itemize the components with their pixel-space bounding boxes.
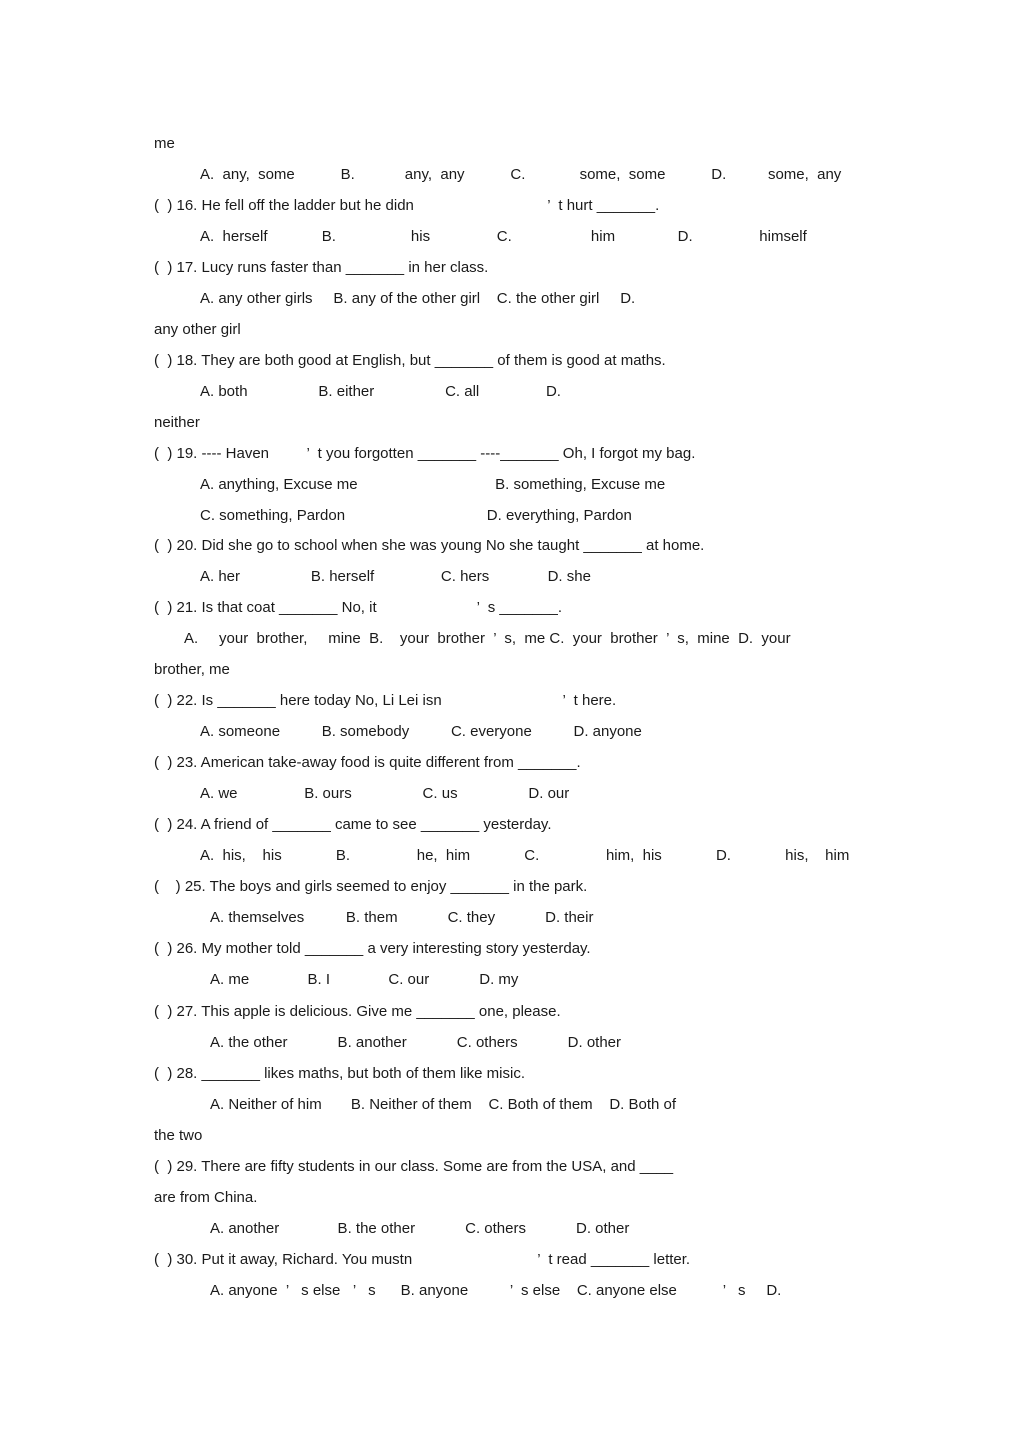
option-line: A. her B. herself C. hers D. she [200, 568, 591, 585]
question-23: ( ) 23. American take-away food is quite different from _______. [154, 754, 581, 771]
question-30: ( ) 30. Put it away, Richard. You mustn ’ t read _______ letter. [154, 1251, 691, 1268]
question-24: ( ) 24. A friend of _______ came to see _______ yesterday. [154, 816, 552, 833]
text-line: are from China. [154, 1189, 258, 1206]
question-27: ( ) 27. This apple is delicious. Give me _______ one, please. [154, 1003, 561, 1020]
option-line: A. anyone ’ s else ’ s B. anyone ’ s else C. anyone else ’ s D. [210, 1282, 782, 1299]
option-line: A. herself B. his C. him D. himself [200, 228, 807, 245]
text-line: brother, me [154, 661, 230, 678]
question-18: ( ) 18. They are both good at English, but _______ of them is good at maths. [154, 352, 666, 369]
text-line: me [154, 135, 175, 152]
question-19: ( ) 19. ---- Haven ’ t you forgotten _______ ----_______ Oh, I forgot my bag. [154, 445, 696, 462]
option-line: A. any other girls B. any of the other girl C. the other girl D. [200, 290, 636, 307]
question-21: ( ) 21. Is that coat _______ No, it ’ s _______. [154, 599, 562, 616]
text-line: the two [154, 1127, 203, 1144]
question-22: ( ) 22. Is _______ here today No, Li Lei isn ’ t here. [154, 692, 617, 709]
option-line: A. any, some B. any, any C. some, some D. some, any [200, 166, 842, 183]
option-line: A. themselves B. them C. they D. their [210, 909, 594, 926]
text-line: any other girl [154, 321, 241, 338]
option-line: A. me B. I C. our D. my [210, 971, 519, 988]
question-26: ( ) 26. My mother told _______ a very interesting story yesterday. [154, 940, 591, 957]
question-16: ( ) 16. He fell off the ladder but he didn ’ t hurt _______. [154, 197, 660, 214]
option-line: A. both B. either C. all D. [200, 383, 561, 400]
option-line: A. another B. the other C. others D. other [210, 1220, 630, 1237]
option-line: A. anything, Excuse me B. something, Excuse me [200, 476, 666, 493]
option-line: A. your brother, mine B. your brother ’ s, me C. your brother ’ s, mine D. your [184, 630, 791, 647]
option-line: A. his, his B. he, him C. him, his D. his, him [200, 847, 850, 864]
question-29: ( ) 29. There are fifty students in our class. Some are from the USA, and ____ [154, 1158, 674, 1175]
option-line: A. we B. ours C. us D. our [200, 785, 570, 802]
question-17: ( ) 17. Lucy runs faster than _______ in her class. [154, 259, 489, 276]
text-line: neither [154, 414, 200, 431]
option-line: A. the other B. another C. others D. other [210, 1034, 622, 1051]
option-line: C. something, Pardon D. everything, Pardon [200, 507, 632, 524]
question-20: ( ) 20. Did she go to school when she was young No she taught _______ at home. [154, 537, 705, 554]
question-28: ( ) 28. _______ likes maths, but both of them like misic. [154, 1065, 526, 1082]
question-25: ( ) 25. The boys and girls seemed to enjoy _______ in the park. [154, 878, 588, 895]
option-line: A. Neither of him B. Neither of them C. Both of them D. Both of [210, 1096, 677, 1113]
option-line: A. someone B. somebody C. everyone D. anyone [200, 723, 642, 740]
